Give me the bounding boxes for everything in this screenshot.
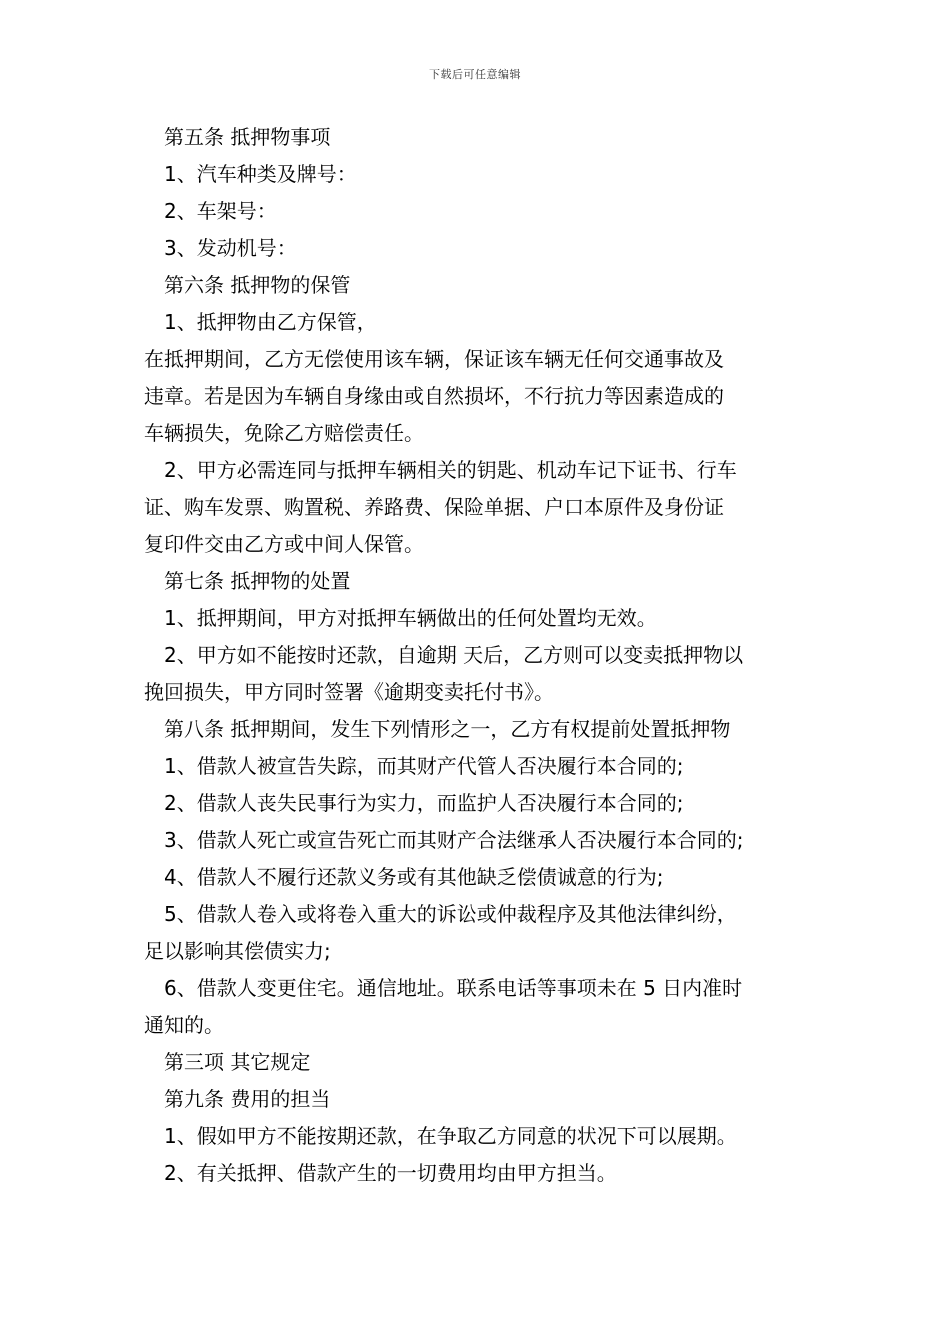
text-line: 3、借款人死亡或宣告死亡而其财产合法继承人否决履行本合同的; [164,828,744,852]
text-line: 第六条 抵押物的保管 [164,273,351,297]
document-body [144,119,810,1192]
text-line: 2、甲方如不能按时还款，自逾期 天后，乙方则可以变卖抵押物以 [164,643,744,667]
text-line: 4、借款人不履行还款义务或有其他缺乏偿债诚意的行为; [164,865,664,889]
text-line: 2、车架号： [164,199,277,223]
text-line: 2、借款人丧失民事行为实力，而监护人否决履行本合同的; [164,791,684,815]
text-line: 1、借款人被宣告失踪，而其财产代管人否决履行本合同的; [164,754,684,778]
text-line: 5、借款人卷入或将卷入重大的诉讼或仲裁程序及其他法律纠纷， [164,902,737,926]
text-line: 车辆损失，免除乙方赔偿责任。 [144,421,424,445]
text-line: 通知的。 [144,1013,224,1037]
text-line: 在抵押期间，乙方无偿使用该车辆，保证该车辆无任何交通事故及 [144,347,724,371]
text-line: 复印件交由乙方或中间人保管。 [144,532,424,556]
text-line: 证、购车发票、购置税、养路费、保险单据、户口本原件及身份证 [144,495,724,519]
text-line: 6、借款人变更住宅。通信地址。联系电话等事项未在 5 日内准时 [164,976,743,1000]
text-line: 第八条 抵押期间，发生下列情形之一，乙方有权提前处置抵押物 [164,717,731,741]
text-line: 第三项 其它规定 [164,1050,311,1074]
text-line: 3、发动机号： [164,236,297,260]
text-line: 2、甲方必需连同与抵押车辆相关的钥匙、机动车记下证书、行车 [164,458,737,482]
text-line: 第九条 费用的担当 [164,1087,331,1111]
text-line: 第七条 抵押物的处置 [164,569,351,593]
text-line: 挽回损失，甲方同时签署《逾期变卖托付书》。 [144,680,554,704]
text-line: 1、假如甲方不能按期还款，在争取乙方同意的状况下可以展期。 [164,1124,737,1148]
text-line: 1、抵押期间，甲方对抵押车辆做出的任何处置均无效。 [164,606,657,630]
page-header: 下载后可任意编辑 [429,68,521,81]
text-line: 1、抵押物由乙方保管， [164,310,377,334]
text-line: 足以影响其偿债实力; [144,939,331,963]
text-line: 2、有关抵押、借款产生的一切费用均由甲方担当。 [164,1161,617,1185]
text-line: 违章。若是因为车辆自身缘由或自然损坏，不行抗力等因素造成的 [144,384,724,408]
text-line: 第五条 抵押物事项 [164,125,331,149]
text-line: 1、汽车种类及牌号： [164,162,357,186]
